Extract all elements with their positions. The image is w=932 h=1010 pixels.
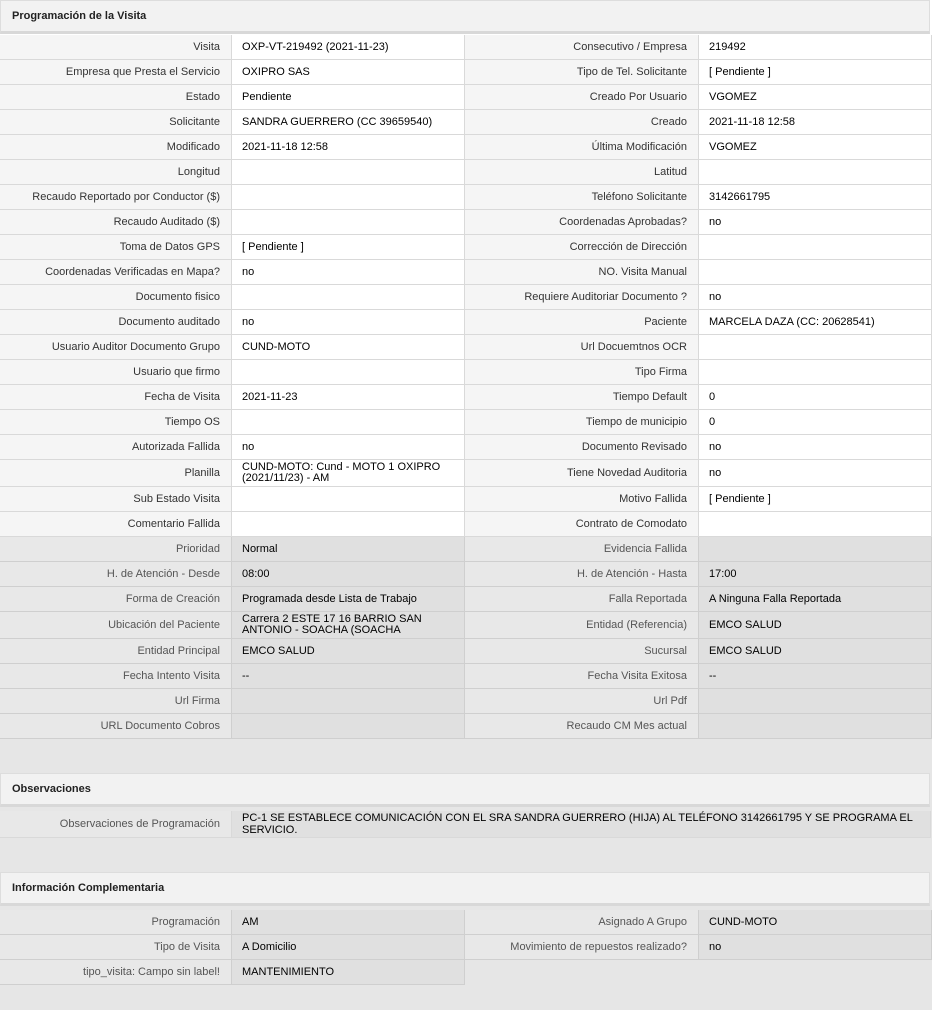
field-value: Normal <box>232 537 465 562</box>
field-value: Carrera 2 ESTE 17 16 BARRIO SAN ANTONIO - SOACHA (SOACHA <box>232 612 465 639</box>
detail-row <box>0 512 932 537</box>
field-value <box>699 335 932 360</box>
field-value: AM <box>232 910 465 935</box>
detail-row <box>0 335 932 360</box>
field-value: SANDRA GUERRERO (CC 39659540) <box>232 110 465 135</box>
detail-row <box>0 360 932 385</box>
field-value <box>699 260 932 285</box>
complementaria-row <box>0 935 932 960</box>
field-value: Pendiente <box>232 85 465 110</box>
field-label: Creado Por Usuario <box>465 85 699 110</box>
field-value: MANTENIMIENTO <box>232 960 465 985</box>
detail-row <box>0 435 932 460</box>
detail-row <box>0 185 932 210</box>
field-value <box>699 360 932 385</box>
field-value: no <box>232 310 465 335</box>
field-value <box>232 512 465 537</box>
field-value: 2021-11-23 <box>232 385 465 410</box>
field-label: Tiempo OS <box>0 410 232 435</box>
field-label: Fecha Intento Visita <box>0 664 232 689</box>
field-value <box>699 160 932 185</box>
detail-row <box>0 714 932 739</box>
field-value: -- <box>232 664 465 689</box>
field-label: Usuario que firmo <box>0 360 232 385</box>
field-label: Url Firma <box>0 689 232 714</box>
field-label: Forma de Creación <box>0 587 232 612</box>
field-label: Longitud <box>0 160 232 185</box>
field-label: Toma de Datos GPS <box>0 235 232 260</box>
field-label: Paciente <box>465 310 699 335</box>
detail-row <box>0 612 932 639</box>
section-header-complementaria: Información Complementaria <box>0 872 930 906</box>
detail-row <box>0 35 932 60</box>
field-label: Sucursal <box>465 639 699 664</box>
field-label: Contrato de Comodato <box>465 512 699 537</box>
detail-row <box>0 587 932 612</box>
field-value: 2021-11-18 12:58 <box>232 135 465 160</box>
field-value: -- <box>699 664 932 689</box>
detail-row <box>0 562 932 587</box>
field-label: Tiempo de municipio <box>465 410 699 435</box>
field-label: Falla Reportada <box>465 587 699 612</box>
field-value: MARCELA DAZA (CC: 20628541) <box>699 310 932 335</box>
observaciones-grid <box>0 811 932 838</box>
field-label: Coordenadas Aprobadas? <box>465 210 699 235</box>
field-value <box>232 360 465 385</box>
field-label: Ubicación del Paciente <box>0 612 232 639</box>
observaciones-value: PC-1 SE ESTABLECE COMUNICACIÓN CON EL SRA SANDRA GUERRERO (HIJA) AL TELÉFONO 3142661795 Y SE PROGRAMA EL SERVICIO. <box>232 811 931 838</box>
field-value: [ Pendiente ] <box>699 487 932 512</box>
field-value <box>232 410 465 435</box>
field-label: Url Docuemtnos OCR <box>465 335 699 360</box>
field-label: Evidencia Fallida <box>465 537 699 562</box>
field-value: 219492 <box>699 35 932 60</box>
field-label: Creado <box>465 110 699 135</box>
field-label: Fecha de Visita <box>0 385 232 410</box>
field-label: Movimiento de repuestos realizado? <box>465 935 699 960</box>
field-label: Requiere Auditoriar Documento ? <box>465 285 699 310</box>
field-label: Planilla <box>0 460 232 487</box>
field-value: [ Pendiente ] <box>232 235 465 260</box>
detail-row <box>0 210 932 235</box>
section-header-observaciones: Observaciones <box>0 773 930 807</box>
detail-row <box>0 664 932 689</box>
field-label: Empresa que Presta el Servicio <box>0 60 232 85</box>
field-value: no <box>699 935 932 960</box>
field-label: Usuario Auditor Documento Grupo <box>0 335 232 360</box>
field-label: Consecutivo / Empresa <box>465 35 699 60</box>
detail-row <box>0 537 932 562</box>
field-value <box>232 160 465 185</box>
field-value <box>699 537 932 562</box>
field-value <box>699 714 932 739</box>
field-label: Latitud <box>465 160 699 185</box>
field-label: Tipo Firma <box>465 360 699 385</box>
field-value: EMCO SALUD <box>699 639 932 664</box>
field-value: VGOMEZ <box>699 135 932 160</box>
field-label: Tiene Novedad Auditoria <box>465 460 699 487</box>
field-label: URL Documento Cobros <box>0 714 232 739</box>
observaciones-label: Observaciones de Programación <box>0 811 232 838</box>
field-label: Recaudo CM Mes actual <box>465 714 699 739</box>
detail-row <box>0 639 932 664</box>
detail-row <box>0 487 932 512</box>
complementaria-row <box>0 910 932 935</box>
field-label: Asignado A Grupo <box>465 910 699 935</box>
field-value: A Domicilio <box>232 935 465 960</box>
detail-row <box>0 260 932 285</box>
field-label: H. de Atención - Desde <box>0 562 232 587</box>
field-value: CUND-MOTO <box>699 910 932 935</box>
detail-row <box>0 110 932 135</box>
field-value: CUND-MOTO <box>232 335 465 360</box>
field-label: Última Modificación <box>465 135 699 160</box>
field-value: Programada desde Lista de Trabajo <box>232 587 465 612</box>
field-label: Recaudo Auditado ($) <box>0 210 232 235</box>
detail-row <box>0 460 932 487</box>
field-label: Comentario Fallida <box>0 512 232 537</box>
field-value: 17:00 <box>699 562 932 587</box>
visit-details-grid <box>0 35 932 739</box>
field-label: Documento fisico <box>0 285 232 310</box>
field-label: Recaudo Reportado por Conductor ($) <box>0 185 232 210</box>
field-label: Motivo Fallida <box>465 487 699 512</box>
field-label: Programación <box>0 910 232 935</box>
field-value: no <box>232 435 465 460</box>
field-value: OXIPRO SAS <box>232 60 465 85</box>
field-value <box>232 210 465 235</box>
detail-row <box>0 85 932 110</box>
field-label: Entidad Principal <box>0 639 232 664</box>
field-value: [ Pendiente ] <box>699 60 932 85</box>
detail-row <box>0 689 932 714</box>
complementaria-grid <box>0 910 932 985</box>
detail-row <box>0 310 932 335</box>
detail-row <box>0 135 932 160</box>
field-label: Entidad (Referencia) <box>465 612 699 639</box>
field-label: Tipo de Visita <box>0 935 232 960</box>
field-label: Visita <box>0 35 232 60</box>
field-label: Documento auditado <box>0 310 232 335</box>
field-label: Estado <box>0 85 232 110</box>
detail-row <box>0 385 932 410</box>
field-label: NO. Visita Manual <box>465 260 699 285</box>
field-value <box>699 235 932 260</box>
field-value: 2021-11-18 12:58 <box>699 110 932 135</box>
field-value: CUND-MOTO: Cund - MOTO 1 OXIPRO (2021/11/23) - AM <box>232 460 465 487</box>
field-label: Documento Revisado <box>465 435 699 460</box>
field-value: no <box>699 435 932 460</box>
field-label: tipo_visita: Campo sin label! <box>0 960 232 985</box>
field-value: EMCO SALUD <box>232 639 465 664</box>
field-value: no <box>699 285 932 310</box>
field-value: VGOMEZ <box>699 85 932 110</box>
field-value: 3142661795 <box>699 185 932 210</box>
field-value: 08:00 <box>232 562 465 587</box>
field-label: Tiempo Default <box>465 385 699 410</box>
detail-row <box>0 410 932 435</box>
field-label: H. de Atención - Hasta <box>465 562 699 587</box>
section-header-programacion: Programación de la Visita <box>0 0 930 34</box>
field-value: 0 <box>699 410 932 435</box>
field-value <box>699 512 932 537</box>
detail-row <box>0 60 932 85</box>
field-label: Fecha Visita Exitosa <box>465 664 699 689</box>
field-label: Tipo de Tel. Solicitante <box>465 60 699 85</box>
complementaria-row <box>0 960 932 985</box>
field-value: no <box>699 210 932 235</box>
detail-row <box>0 285 932 310</box>
field-label: Solicitante <box>0 110 232 135</box>
field-label: Autorizada Fallida <box>0 435 232 460</box>
field-value <box>232 185 465 210</box>
field-value <box>232 487 465 512</box>
field-label: Url Pdf <box>465 689 699 714</box>
field-value: OXP-VT-219492 (2021-11-23) <box>232 35 465 60</box>
field-label: Coordenadas Verificadas en Mapa? <box>0 260 232 285</box>
field-label: Prioridad <box>0 537 232 562</box>
field-value: A Ninguna Falla Reportada <box>699 587 932 612</box>
field-value: EMCO SALUD <box>699 612 932 639</box>
detail-row <box>0 235 932 260</box>
field-label: Sub Estado Visita <box>0 487 232 512</box>
field-label: Modificado <box>0 135 232 160</box>
field-value: 0 <box>699 385 932 410</box>
field-value <box>232 714 465 739</box>
field-label: Corrección de Dirección <box>465 235 699 260</box>
detail-row <box>0 160 932 185</box>
field-label: Teléfono Solicitante <box>465 185 699 210</box>
field-value: no <box>232 260 465 285</box>
field-value <box>232 285 465 310</box>
field-value <box>699 689 932 714</box>
field-value <box>232 689 465 714</box>
field-value: no <box>699 460 932 487</box>
